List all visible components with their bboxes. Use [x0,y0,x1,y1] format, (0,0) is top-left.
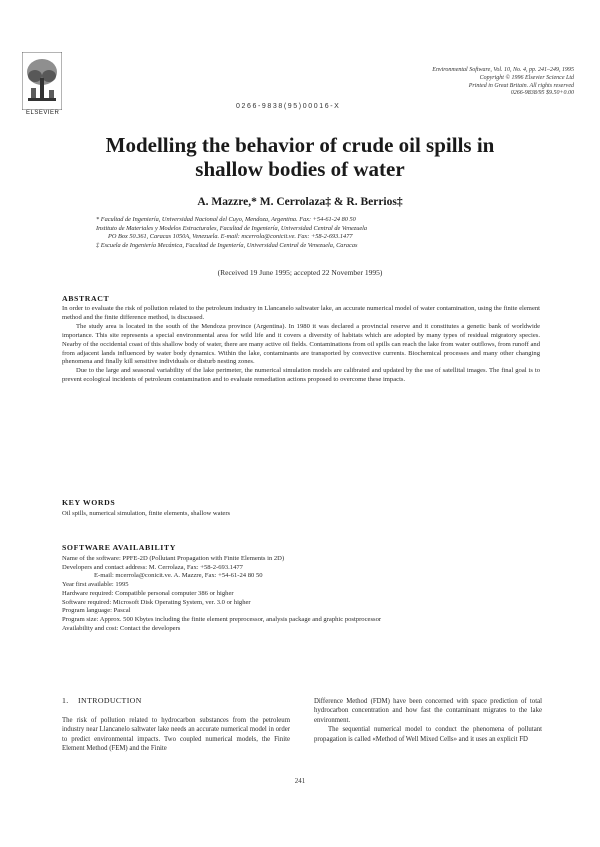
introduction-column-left: The risk of pollution related to hydrocarbon substances from the petroleum industry near Llancanelo saltwater lake needs an accurate numerical model in order to predict environmental impacts. Two coupled numerical models, the Finite Element Method (FEM) and the Finite [62,717,290,753]
journal-line: Copyright © 1996 Elsevier Science Ltd [479,74,574,81]
paper-title [40,133,560,181]
received-dates: (Received 19 June 1995; accepted 22 November 1995) [217,268,383,277]
software-line: Program size: Approx. 500 Kbytes including the finite element preprocessor, analysis package and graphic postprocessor [62,615,382,623]
abstract-paragraph: The study area is located in the south of the Mendoza province (Argentina). In 1980 it was declared a provincial reserve and it constitutes a genetic bank of worldwide importance. This site represents a special environmental area for wild life and it covers a diversity of habitats which are adopted by many types of residual migratory species. Nearby of the occidental coast of this shallow body of water, there are many active oil fields. Contaminations from oil spills can reach the lake from water outflows, from runoff and from adjacent lands influenced by water body dynamics. Within the lake, contaminants are transported by convective currents. Biochemical processes and many other changing phenomena and finally kill sensitive individuals or disturb nesting zones. [62,322,540,366]
introduction-column-right [314,697,542,744]
journal-line: 0266-9838/95 $9.50+0.00 [510,90,574,97]
software-availability-list [62,555,540,633]
article-code: 0266-9838(95)00016-X [236,103,341,110]
journal-line: Printed in Great Britain. All rights reserved [468,82,574,89]
software-line: Hardware required: Compatible personal computer 386 or higher [62,589,234,597]
software-line: Developers and contact address: M. Cerrolaza, Fax: +58-2-693.1477 [62,563,243,571]
affiliation-line: ‡ Escuela de Ingeniería Mecánica, Facultad de Ingeniería, Universidad Central de Venezuela, Caracas [96,241,358,249]
introduction-heading: 1. INTRODUCTION [62,696,142,705]
keywords-heading: KEY WORDS [62,498,116,507]
software-line: Availability and cost: Contact the developers [62,624,181,632]
abstract-body [62,305,540,385]
affiliation-line: PO Box 50.361, Caracas 1050A, Venezuela. E-mail: mcerrola@conicit.ve. Fax: +58-2-693.1477 [108,233,353,241]
abstract-paragraph: In order to evaluate the risk of pollution related to the petroleum industry in Llancanelo saltwater lake, an accurate numerical model of water contamination, using the finite element method and the finite difference method, is discussed. [62,305,540,321]
introduction-paragraph: Difference Method (FDM) have been concerned with space prediction of total hydrocarbon concentration and how fast the contaminant migrates to the lake environment. [314,698,542,724]
title-line: shallow bodies of water [195,157,405,181]
elsevier-tree-logo [22,52,62,110]
journal-citation [354,67,574,98]
author-list: A. Mazzre,* M. Cerrolaza‡ & R. Berrios‡ [197,196,403,208]
publisher-name: ELSEVIER [26,110,60,116]
page-number: 241 [294,777,306,785]
keywords-text: Oil spills, numerical simulation, finite elements, shallow waters [62,510,231,517]
software-line: Program language: Pascal [62,607,131,615]
affiliation-line: Instituto de Materiales y Modelos Estructurales, Facultad de Ingeniería, Universidad Central de Venezuela [96,224,368,232]
journal-line: Environmental Software, Vol. 10, No. 4, pp. 241–249, 1995 [432,67,574,73]
software-line: Name of the software: PPFE-2D (Pollutant Propagation with Finite Elements in 2D) [62,555,285,562]
abstract-paragraph: Due to the large and seasonal variability of the lake perimeter, the numerical simulation models are calibrated and updated by the use of satellital images. The final goal is to prevent ecological incidents of petroleum contamination and to evaluate remediation actions proposed to overcome these impacts. [62,367,540,384]
affiliation-line: * Facultad de Ingeniería, Universidad Nacional del Cuyo, Mendoza, Argentina. Fax: +54-61-24 80 50 [96,216,356,223]
software-line: Year first available: 1995 [62,581,129,589]
abstract-heading: ABSTRACT [62,294,110,303]
software-availability-heading: SOFTWARE AVAILABILITY [62,543,176,552]
software-line: E-mail: mcerrola@conicit.ve. A. Mazzre, Fax: +54-61-24 80 50 [94,572,263,580]
affiliations [96,216,516,250]
title-line: Modelling the behavior of crude oil spills in [105,133,495,157]
introduction-paragraph: The sequential numerical model to conduct the phenomena of pollutant propagation is called «Method of Well Mixed Cells» and it uses an explicit FD [314,726,542,743]
software-line: Software required: Microsoft Disk Operating System, ver. 3.0 or higher [62,598,251,606]
